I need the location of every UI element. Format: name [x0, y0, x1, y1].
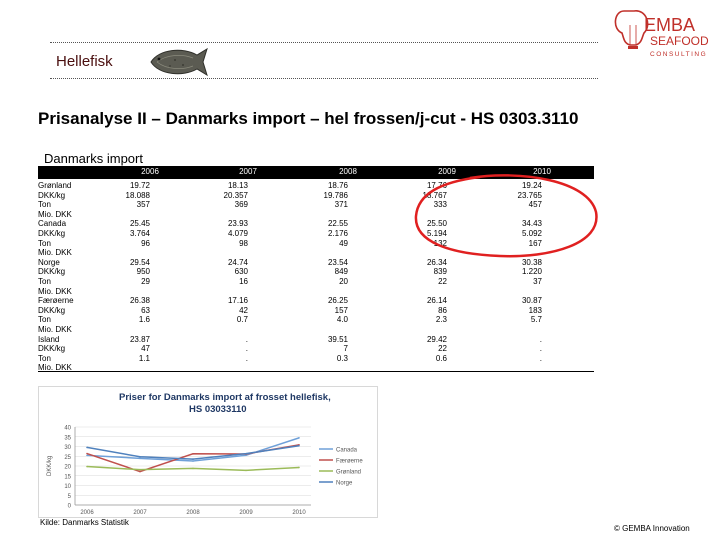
- table-cell: 5.092: [521, 229, 542, 238]
- metric-label: Mio. DKK: [38, 248, 72, 258]
- table-cell: .: [539, 334, 542, 344]
- table-cell: 22.55: [327, 219, 348, 229]
- table-cell: 4.0: [336, 315, 348, 325]
- x-tick-label: 2007: [133, 510, 147, 516]
- source-note: Kilde: Danmarks Statistik: [40, 518, 129, 527]
- table-cell: 22: [438, 344, 447, 354]
- table-cell: 369: [234, 200, 248, 210]
- metric-label: Ton: [38, 277, 51, 286]
- table-cell: 39.51: [327, 334, 348, 344]
- header-divider-top: [50, 42, 598, 43]
- table-cell: 34.43: [521, 219, 542, 229]
- data-point: [86, 453, 88, 455]
- y-tick-label: 0: [67, 503, 71, 510]
- table-cell: 333: [433, 200, 447, 210]
- table-cell: 23.87: [129, 334, 150, 344]
- y-tick-label: 20: [64, 464, 71, 471]
- table-cell: 37: [533, 277, 542, 286]
- metric-label: Ton: [38, 353, 51, 363]
- table-cell: 47: [141, 344, 150, 354]
- table-cell: 25.50: [426, 219, 447, 229]
- y-axis-label: DKK/kg: [47, 455, 53, 476]
- table-cell: 26.14: [426, 296, 447, 306]
- table-cell: 950: [136, 267, 150, 277]
- legend-label: Canada: [336, 447, 358, 454]
- y-tick-label: 40: [64, 425, 71, 432]
- data-point: [245, 453, 247, 455]
- table-cell: 1.1: [138, 353, 150, 363]
- data-point: [86, 455, 88, 457]
- table-cell: 2.3: [435, 315, 447, 325]
- table-cell: 19.786: [323, 190, 348, 200]
- y-tick-label: 35: [64, 435, 71, 442]
- price-chart: [38, 386, 378, 518]
- country-label: Grønland: [38, 181, 72, 190]
- table-cell: 17.76: [426, 181, 447, 190]
- table-cell: 26.34: [426, 257, 447, 267]
- data-point: [192, 460, 194, 462]
- metric-label: DKK/kg: [38, 229, 66, 238]
- table-cell: 4.079: [227, 229, 248, 238]
- table-cell: 25.45: [129, 219, 150, 229]
- table-cell: .: [245, 334, 248, 344]
- table-cell: 0.6: [435, 353, 447, 363]
- table-cell: 1.220: [521, 267, 542, 277]
- legend-label: Norge: [336, 480, 353, 487]
- y-tick-label: 25: [64, 454, 71, 461]
- table-cell: 23.765: [517, 190, 542, 200]
- data-point: [245, 470, 247, 472]
- legend-label: Færøerne: [336, 458, 363, 465]
- series-line-canada: [87, 438, 299, 461]
- table-cell: 98: [239, 238, 248, 248]
- table-cell: 23.54: [327, 257, 348, 267]
- metric-label: Ton: [38, 238, 51, 248]
- table-cell: 30.38: [521, 257, 542, 267]
- page-title: Prisanalyse II – Danmarks import – hel frossen/j-cut - HS 0303.3110: [38, 109, 579, 128]
- country-label: Canada: [38, 219, 67, 229]
- table-cell: 18.13: [227, 181, 248, 190]
- table-title: Danmarks import: [44, 151, 143, 166]
- table-cell: 183: [528, 305, 542, 315]
- metric-label: Mio. DKK: [38, 286, 72, 296]
- table-cell: .: [245, 353, 248, 363]
- metric-label: DKK/kg: [38, 267, 66, 277]
- section-title: Hellefisk: [56, 53, 113, 70]
- table-cell: 5.194: [426, 229, 447, 238]
- table-cell: 19.24: [521, 181, 542, 190]
- table-cell: 86: [438, 305, 447, 315]
- table-bottom-rule: [38, 371, 594, 372]
- table-cell: 0.3: [336, 353, 348, 363]
- data-point: [298, 467, 300, 469]
- halibut-fish-icon: [145, 44, 217, 80]
- year-header: 2008: [339, 167, 357, 176]
- table-cell: 96: [141, 238, 150, 248]
- table-cell: 17.16: [227, 296, 248, 306]
- table-cell: 20: [339, 277, 348, 286]
- metric-label: Mio. DKK: [38, 325, 72, 334]
- table-cell: 0.7: [236, 315, 248, 325]
- table-cell: 18.767: [422, 190, 447, 200]
- table-cell: 29.54: [129, 257, 150, 267]
- year-header: 2010: [533, 167, 551, 176]
- table-cell: 26.38: [129, 296, 150, 306]
- copyright-note: © GEMBA Innovation: [614, 524, 690, 533]
- header-divider-bottom: [50, 78, 598, 79]
- data-point: [192, 453, 194, 455]
- metric-label: Ton: [38, 315, 51, 325]
- x-tick-label: 2006: [80, 510, 94, 516]
- data-point: [298, 445, 300, 447]
- table-cell: 22: [438, 277, 447, 286]
- table-cell: 29: [141, 277, 150, 286]
- metric-label: Mio. DKK: [38, 209, 72, 219]
- x-tick-label: 2010: [292, 510, 306, 516]
- table-cell: .: [539, 353, 542, 363]
- data-point: [139, 456, 141, 458]
- highlight-ellipse: [410, 172, 600, 260]
- table-cell: 24.74: [227, 257, 248, 267]
- table-cell: .: [245, 344, 248, 354]
- chart-title: Priser for Danmarks import af frosset hellefisk,: [119, 392, 331, 403]
- x-tick-label: 2009: [239, 510, 253, 516]
- logo-text-tag: CONSULTING: [650, 51, 708, 58]
- table-cell: 630: [234, 267, 248, 277]
- gemba-logo: [610, 3, 718, 63]
- data-point: [298, 437, 300, 439]
- y-tick-label: 30: [64, 445, 71, 451]
- table-cell: .: [539, 344, 542, 354]
- table-cell: 16: [239, 277, 248, 286]
- chart-title-line2: HS 03033110: [189, 404, 247, 415]
- table-cell: 23.93: [227, 219, 248, 229]
- year-header: 2006: [141, 167, 159, 176]
- table-cell: 132: [433, 238, 447, 248]
- data-point: [192, 468, 194, 470]
- data-point: [139, 469, 141, 471]
- x-tick-label: 2008: [186, 510, 200, 516]
- table-cell: 1.6: [138, 315, 150, 325]
- country-label: Færøerne: [38, 296, 74, 306]
- year-header: 2009: [438, 167, 456, 176]
- table-cell: 849: [334, 267, 348, 277]
- data-point: [86, 466, 88, 468]
- table-cell: 19.72: [129, 181, 150, 190]
- metric-label: DKK/kg: [38, 344, 66, 354]
- metric-label: DKK/kg: [38, 305, 66, 315]
- data-point: [139, 471, 141, 473]
- y-tick-label: 5: [67, 493, 71, 500]
- table-cell: 42: [239, 305, 248, 315]
- country-label: Island: [38, 334, 60, 344]
- table-cell: 167: [528, 238, 542, 248]
- table-cell: 839: [433, 267, 447, 277]
- table-cell: 49: [339, 238, 348, 248]
- table-cell: 5.7: [530, 315, 542, 325]
- table-cell: 7: [343, 344, 348, 354]
- table-cell: 20.357: [223, 190, 248, 200]
- table-cell: 18.088: [125, 190, 150, 200]
- table-cell: 29.42: [426, 334, 447, 344]
- table-cell: 457: [528, 200, 542, 210]
- table-cell: 3.764: [129, 229, 150, 238]
- y-tick-label: 10: [64, 484, 71, 490]
- table-cell: 357: [136, 200, 150, 210]
- year-header: 2007: [239, 167, 257, 176]
- data-point: [192, 458, 194, 460]
- table-cell: 18.76: [327, 181, 348, 190]
- table-cell: 157: [334, 305, 348, 315]
- table-cell: 63: [141, 305, 150, 315]
- country-label: Norge: [38, 257, 60, 267]
- table-cell: 30.87: [521, 296, 542, 306]
- logo-text-sub: SEAFOOD: [650, 34, 709, 48]
- metric-label: Mio. DKK: [38, 363, 72, 373]
- logo-text-main: EMBA: [644, 15, 696, 35]
- legend-label: Grønland: [336, 469, 362, 476]
- metric-label: DKK/kg: [38, 190, 66, 200]
- y-tick-label: 15: [64, 474, 71, 481]
- data-point: [139, 458, 141, 460]
- table-cell: 2.176: [327, 229, 348, 238]
- data-point: [86, 447, 88, 449]
- metric-label: Ton: [38, 200, 51, 210]
- table-cell: 26.25: [327, 296, 348, 306]
- table-cell: 371: [334, 200, 348, 210]
